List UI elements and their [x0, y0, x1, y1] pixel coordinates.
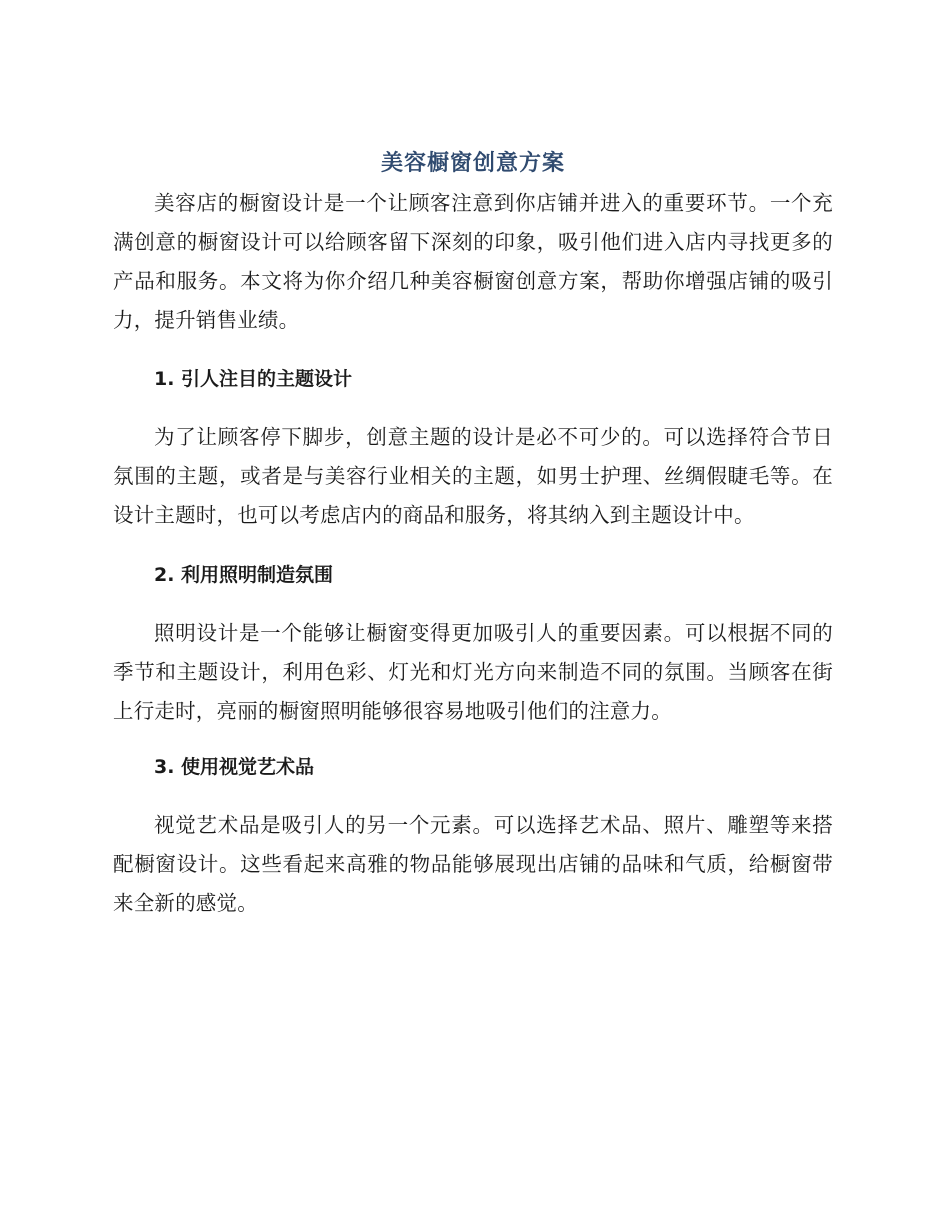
document-title: 美容橱窗创意方案	[380, 151, 565, 176]
section-body-visual-art: 视觉艺术品是吸引人的另一个元素。可以选择艺术品、照片、雕塑等来搭配橱窗设计。这些看起来高雅的物品能够展现出店铺的品味和气质，给橱窗带来全新的感觉。	[113, 813, 833, 915]
section-heading-lighting: 2. 利用照明制造氛围	[154, 564, 334, 586]
section-body-lighting: 照明设计是一个能够让橱窗变得更加吸引人的重要因素。可以根据不同的季节和主题设计，利用色彩、灯光和灯光方向来制造不同的氛围。当顾客在街上行走时，亮丽的橱窗照明能够很容易地吸引他们的注意力。	[113, 621, 833, 723]
document-page	[113, 146, 833, 923]
intro-paragraph: 美容店的橱窗设计是一个让顾客注意到你店铺并进入的重要环节。一个充满创意的橱窗设计可以给顾客留下深刻的印象，吸引他们进入店内寻找更多的产品和服务。本文将为你介绍几种美容橱窗创意方案，帮助你增强店铺的吸引力，提升销售业绩。	[113, 191, 833, 332]
section-heading-theme-design: 1. 引人注目的主题设计	[154, 368, 353, 390]
section-body-theme-design: 为了让顾客停下脚步，创意主题的设计是必不可少的。可以选择符合节日氛围的主题，或者是与美容行业相关的主题，如男士护理、丝绸假睫毛等。在设计主题时，也可以考虑店内的商品和服务，将其纳入到主题设计中。	[113, 425, 833, 527]
section-heading-visual-art: 3. 使用视觉艺术品	[154, 756, 315, 778]
